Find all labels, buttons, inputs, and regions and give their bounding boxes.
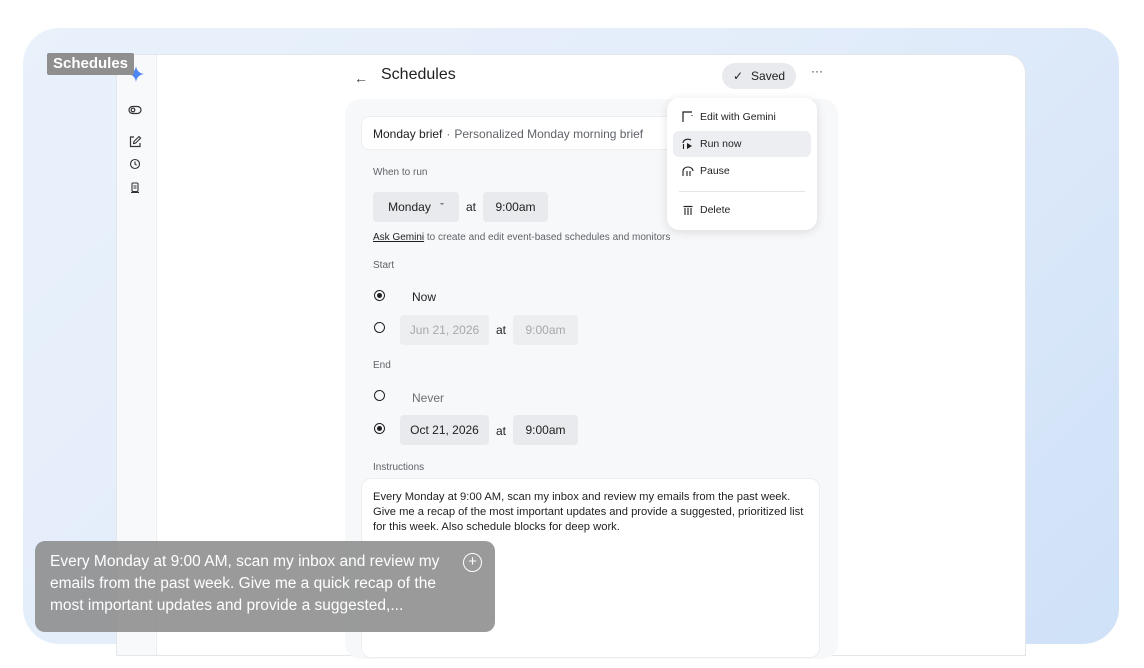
schedules-tag: Schedules — [47, 53, 134, 75]
end-never-radio[interactable] — [374, 390, 385, 401]
day-value: Monday — [388, 200, 431, 214]
toast-text: Every Monday at 9:00 AM, scan my inbox and review my emails from the past week. Give me a quick recap of the most important updates and provide a suggested,... — [50, 553, 440, 614]
menu-item-delete[interactable] — [673, 197, 811, 223]
start-date-radio[interactable] — [374, 322, 385, 333]
schedule-name: Monday brief — [373, 127, 443, 141]
chevron-down-icon: ˇ — [440, 202, 444, 214]
start-label: Start — [373, 260, 395, 271]
menu-item-pause[interactable] — [673, 158, 811, 184]
hint-text: to create and edit event-based schedules and monitors — [424, 232, 671, 243]
check-icon: ✓ — [732, 69, 744, 83]
end-date-radio[interactable] — [374, 423, 385, 434]
time-select[interactable]: 9:00am — [483, 192, 548, 222]
end-date-field[interactable]: Oct 21, 2026 — [400, 415, 489, 445]
menu-item-run-now[interactable] — [673, 131, 811, 157]
add-icon[interactable]: + — [463, 553, 482, 572]
menu-run-label: Run now — [700, 138, 742, 150]
end-at-label: at — [496, 424, 507, 438]
menu-pause-label: Pause — [700, 165, 730, 177]
menu-divider — [679, 191, 805, 192]
start-date-field[interactable]: Jun 21, 2026 — [400, 315, 489, 345]
page-title: Schedules — [381, 66, 456, 83]
prompt-toast — [35, 541, 495, 632]
toggle-icon[interactable] — [128, 103, 142, 117]
schedule-description: Personalized Monday morning brief — [454, 127, 644, 141]
run-now-icon — [682, 138, 694, 150]
more-options-menu — [667, 98, 817, 230]
edit-with-gemini-icon — [682, 111, 694, 123]
saved-button[interactable] — [722, 63, 796, 89]
start-now-label: Now — [412, 290, 437, 304]
end-time-field[interactable]: 9:00am — [513, 415, 578, 445]
edit-icon[interactable] — [128, 135, 142, 149]
schedule-name-field[interactable] — [361, 116, 701, 150]
at-label: at — [466, 200, 477, 214]
ask-gemini-hint — [373, 232, 670, 243]
menu-edit-label: Edit with Gemini — [700, 111, 776, 123]
day-select[interactable] — [373, 192, 459, 222]
start-time-field[interactable]: 9:00am — [513, 315, 578, 345]
back-button[interactable]: ← — [354, 70, 368, 86]
start-now-radio[interactable] — [374, 290, 385, 301]
when-to-run-label: When to run — [373, 167, 428, 178]
document-icon[interactable] — [128, 181, 142, 195]
menu-item-edit-with-gemini[interactable] — [673, 104, 811, 130]
instructions-field[interactable]: Every Monday at 9:00 AM, scan my inbox and review my emails from the past week. Give me a recap of the most important updates and provide a suggested, prioritized list for this week. Also schedule blocks for deep work. — [361, 478, 820, 658]
name-separator: · — [446, 127, 451, 141]
start-at-label: at — [496, 323, 507, 337]
ask-gemini-link[interactable]: Ask Gemini — [373, 232, 425, 243]
menu-delete-label: Delete — [700, 204, 731, 216]
saved-label: Saved — [751, 69, 786, 83]
end-label: End — [373, 360, 391, 371]
clock-icon[interactable] — [128, 157, 142, 171]
end-never-label: Never — [412, 391, 445, 405]
instructions-label: Instructions — [373, 462, 425, 473]
pause-icon — [682, 165, 694, 177]
delete-icon — [682, 204, 694, 216]
more-options-button[interactable]: ··· — [811, 64, 823, 78]
